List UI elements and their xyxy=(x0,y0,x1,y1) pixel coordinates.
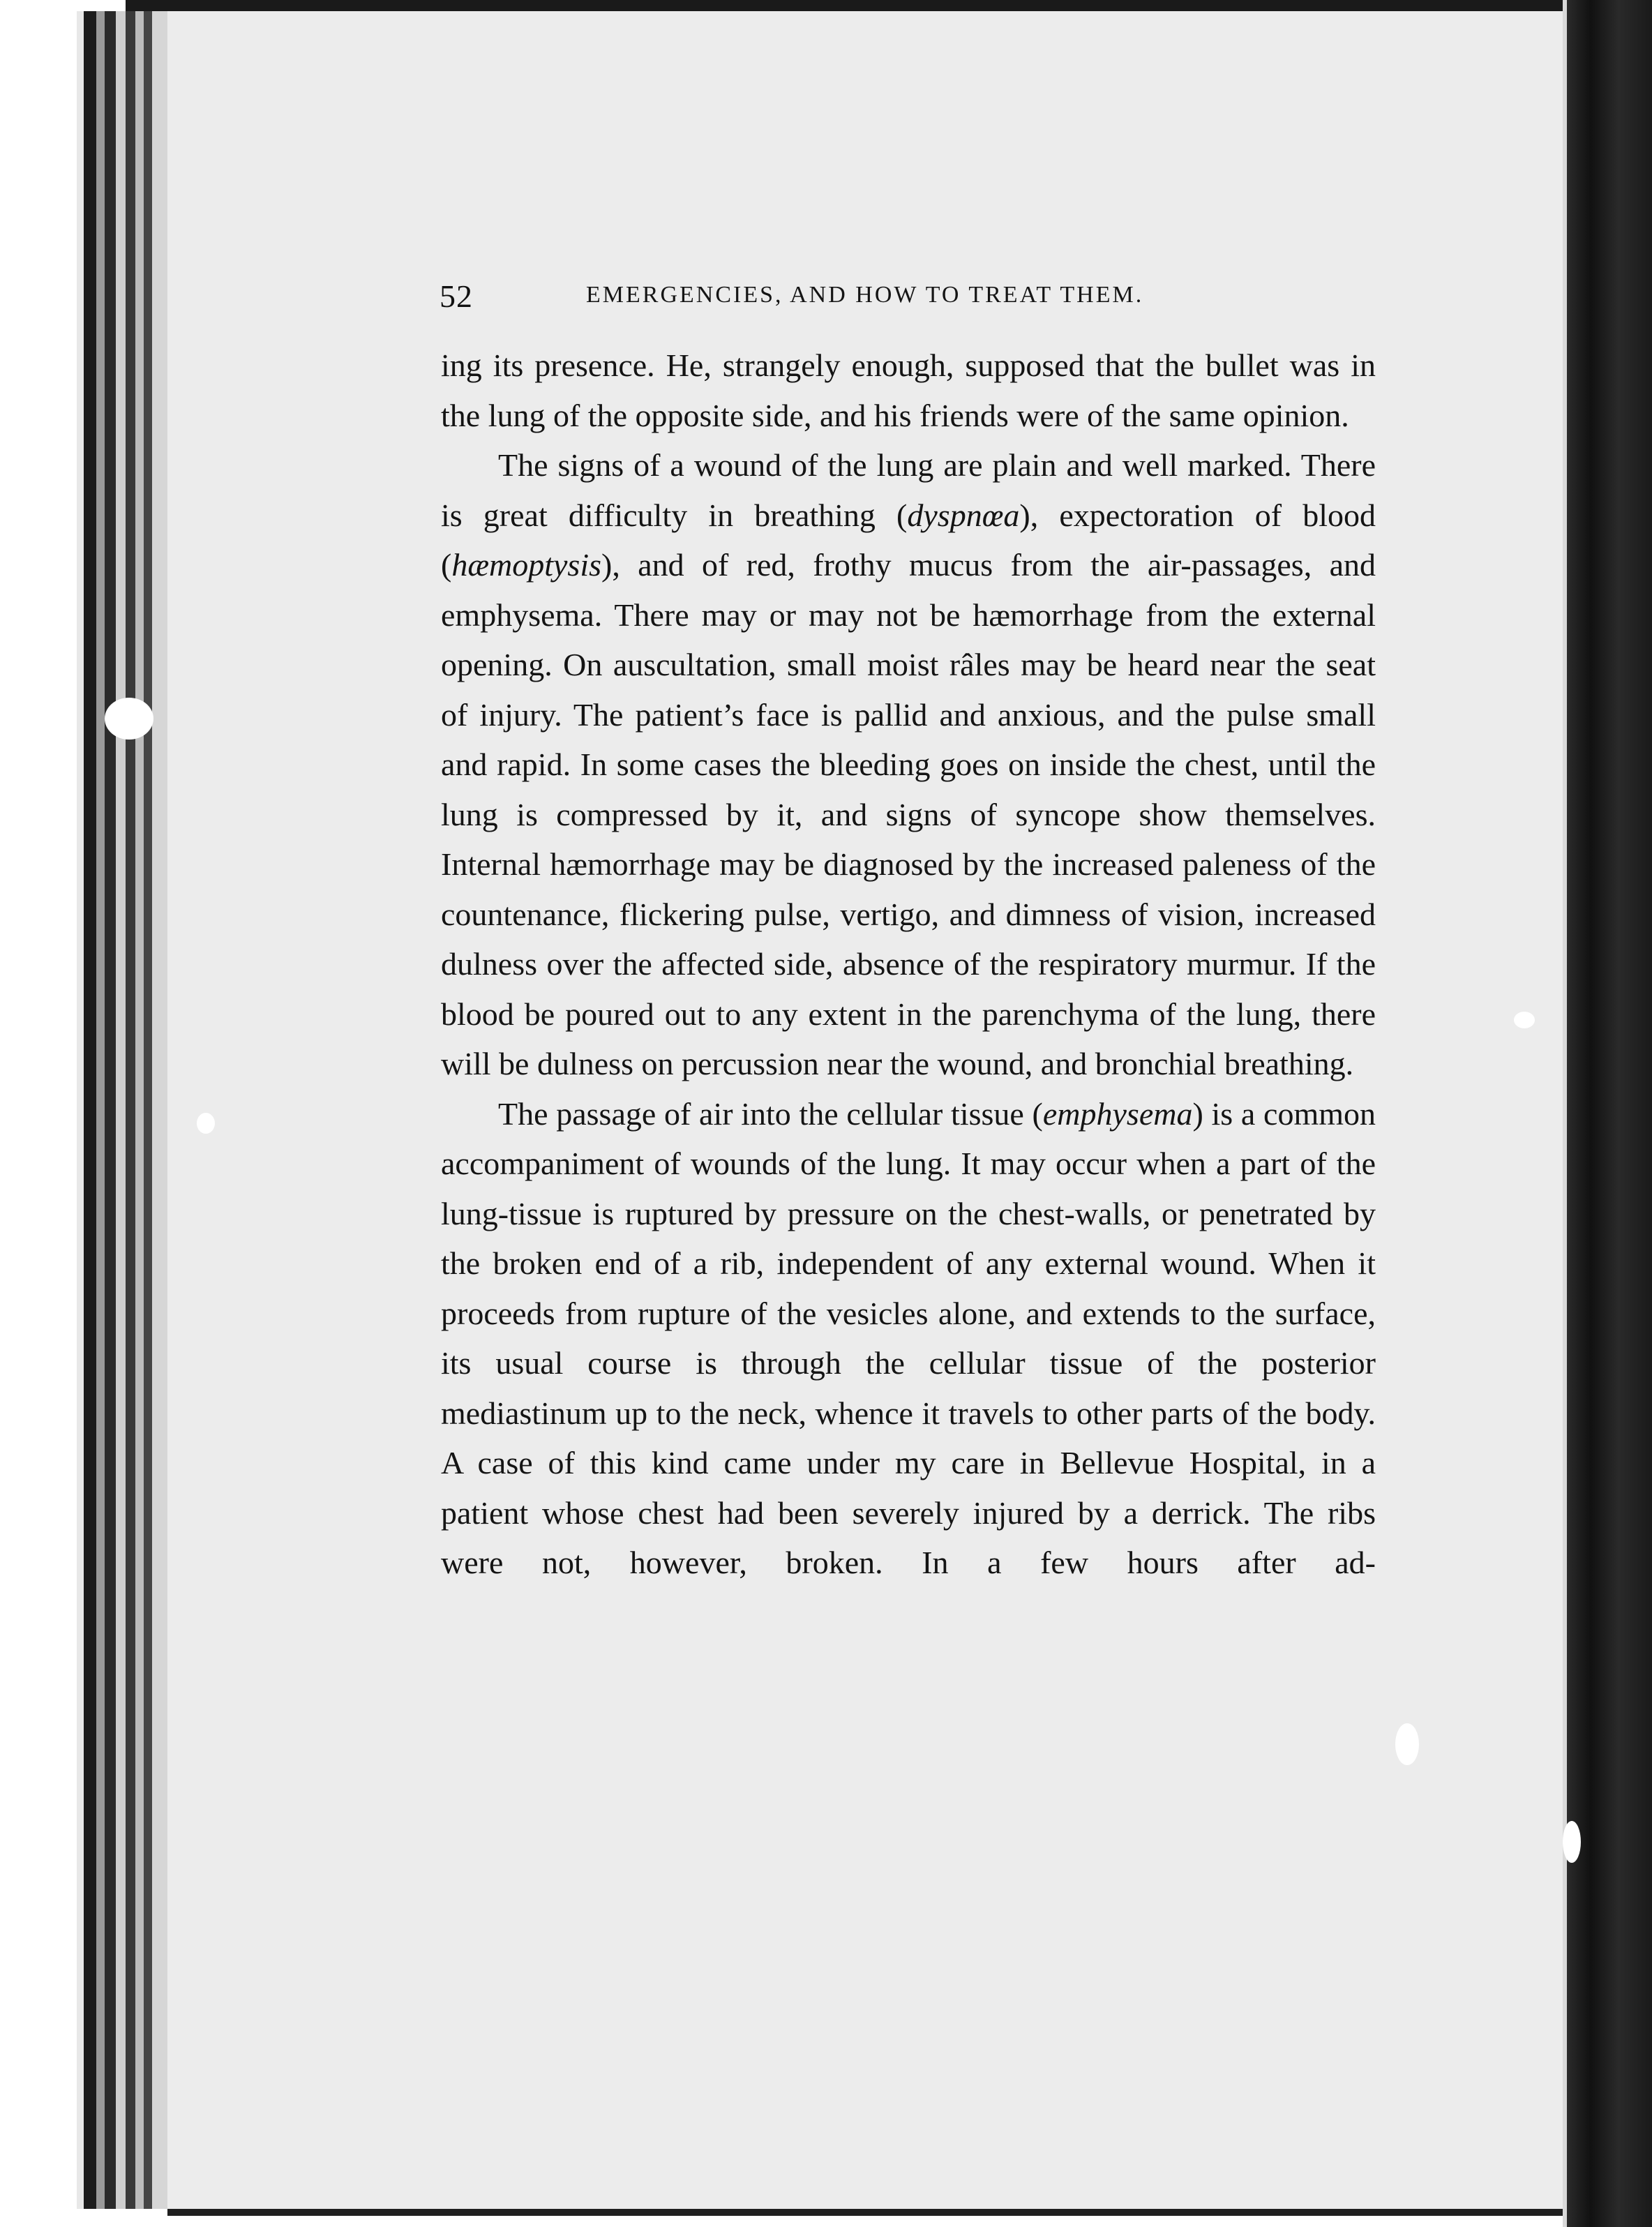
book-left-page-edges xyxy=(77,11,167,2209)
paragraph xyxy=(441,1089,1376,1588)
paragraph-text: ing its presence. He, strangely enough, supposed that the bullet was in the lung of the opposite side, and his friends were of the same opinion. xyxy=(441,347,1376,433)
paragraph-text: ) is a common accompaniment of wounds of the lung. It may occur when a part of the lung-tissue is ruptured by pressure on the chest-walls, or penetrated by the broken end of a rib, independent of any external wound. When it proceeds from rupture of the vesicles alone, and extends to the surface, its usual course is through the cellular tissue of the posterior mediastinum up to the neck, whence it travels to other parts of the body. A case of this kind came under my care in Bellevue Hospital, in a patient whose chest had been severely injured by a derrick. The ribs were not, however, broken. In a few hours after ad- xyxy=(441,1095,1376,1580)
body-text xyxy=(441,340,1376,1588)
paper-blemish xyxy=(197,1113,215,1134)
paragraph-text: The signs of a wound of the lung are plain and well marked. There is great difficulty in breathing ( xyxy=(441,447,1376,533)
paragraph xyxy=(441,440,1376,1089)
running-head: EMERGENCIES, AND HOW TO TREAT THEM. xyxy=(586,282,1144,308)
paper-blemish xyxy=(1395,1723,1419,1765)
italic-term: emphysema xyxy=(1042,1095,1193,1132)
paper-blemish xyxy=(1514,1012,1535,1028)
top-border xyxy=(126,0,1577,11)
bottom-border xyxy=(167,2209,1563,2216)
page-number: 52 xyxy=(440,278,473,314)
paragraph-text: ), and of red, frothy mucus from the air-passages, and emphysema. There may or may not be hæmorrhage from the external opening. On auscultation, small moist râles may be heard near the seat of injury. The patient’s face is pallid and anxious, and the pulse small and rapid. In some cases the bleeding goes on inside the chest, until the lung is compressed by it, and signs of syncope show themselves. Internal hæmorrhage may be diagnosed by the increased paleness of the countenance, flickering pulse, vertigo, and dimness of vision, increased dulness over the affected side, absence of the respiratory murmur. If the blood be poured out to any extent in the parenchyma of the lung, there will be dulness on percussion near the wound, and bronchial breathing. xyxy=(441,547,1376,1081)
page-header xyxy=(440,278,1374,320)
paragraph-text: ), expectoration of blood ( xyxy=(441,497,1376,583)
paper-blemish xyxy=(1563,1821,1581,1863)
paper-blemish xyxy=(105,698,153,740)
italic-term: hæmoptysis xyxy=(451,547,602,583)
paragraph-text: The passage of air into the cellular tissue ( xyxy=(498,1095,1043,1132)
paragraph xyxy=(441,340,1376,440)
book-right-edge xyxy=(1563,0,1652,2227)
italic-term: dyspnœa xyxy=(907,497,1020,533)
